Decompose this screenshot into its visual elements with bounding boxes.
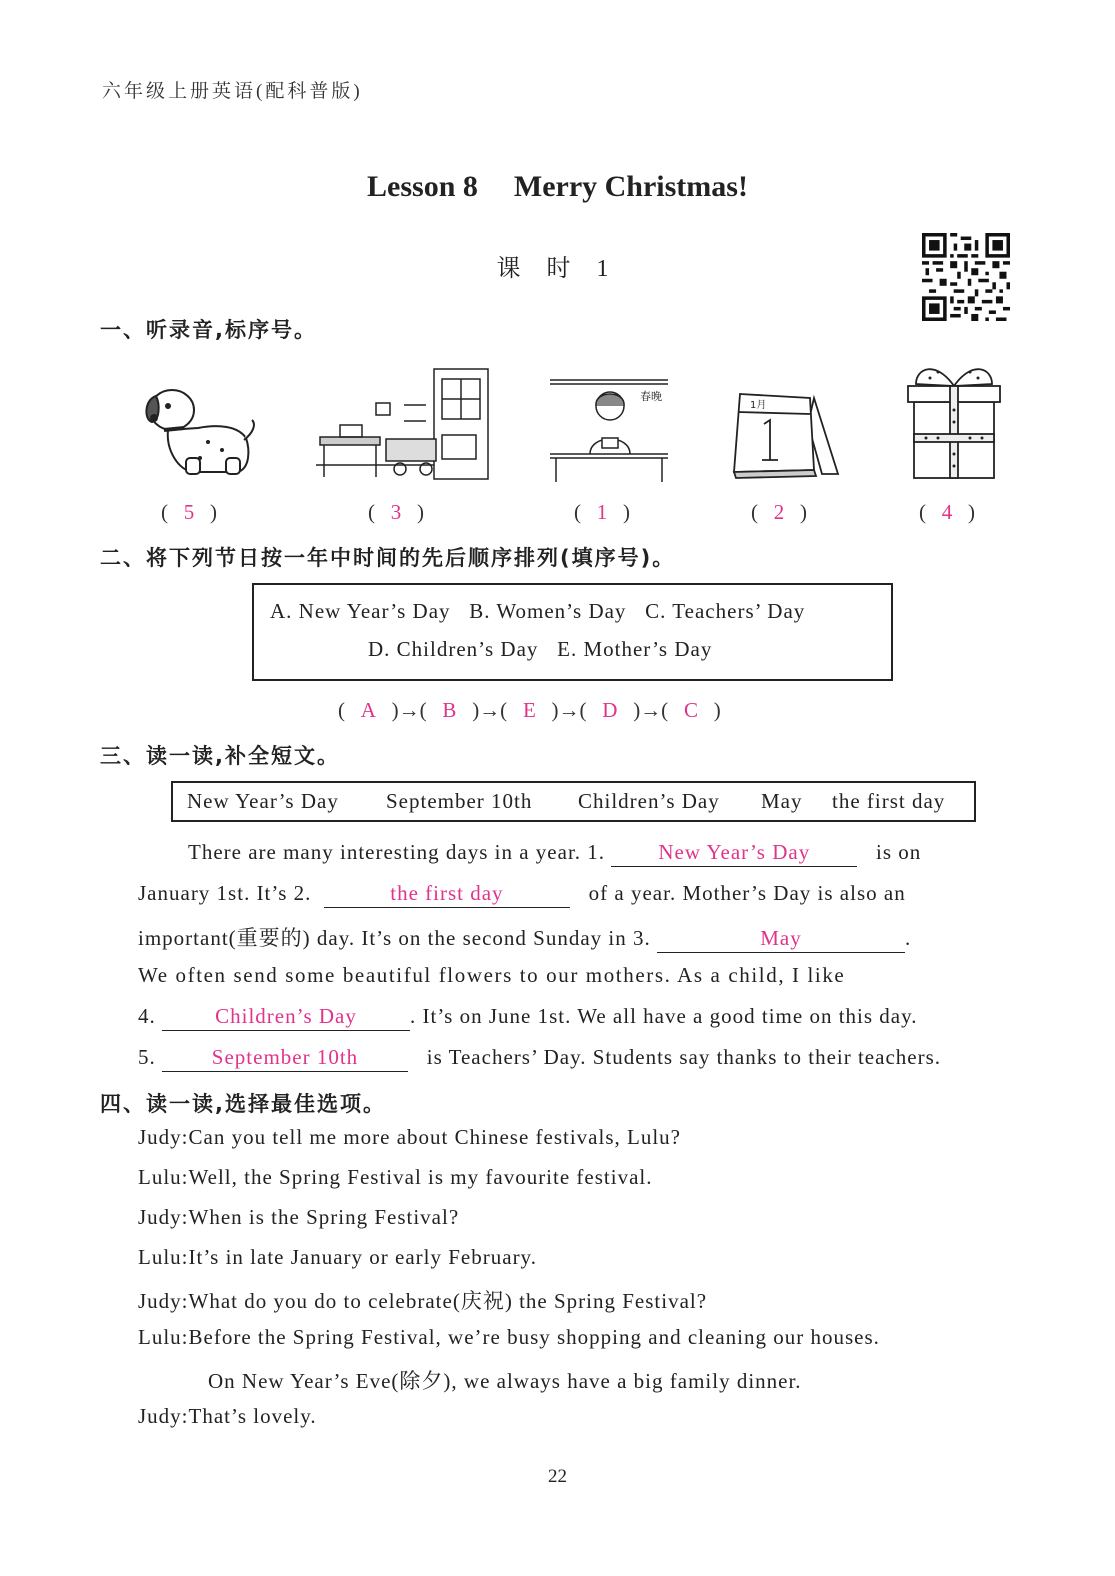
answer-slot-5[interactable]: ( 4 ) <box>919 500 975 524</box>
blank-3[interactable]: May <box>657 926 905 953</box>
festival-options-box <box>252 583 893 681</box>
options-line-2: D. Children’s Day E. Mother’s Day <box>368 637 713 661</box>
passage-line-4: We often send some beautiful flowers to our mothers. As a child, I like <box>138 963 846 987</box>
answer-slot-4[interactable]: ( 2 ) <box>751 500 807 524</box>
section4-heading: 四、读一读,选择最佳选项。 <box>100 1092 386 1116</box>
passage-line-5: 4. Children’s Day . It’s on June 1st. We all have a good time on this day. <box>138 1004 918 1031</box>
tv-sign-text: 春晚 <box>640 390 662 403</box>
dialogue-line: Judy:That’s lovely. <box>138 1404 317 1428</box>
blank-4[interactable]: Children’s Day <box>162 1004 410 1031</box>
word-bank-item: the first day <box>832 789 946 813</box>
word-bank-item: New Year’s Day <box>187 789 339 813</box>
blank-5[interactable]: September 10th <box>162 1045 408 1072</box>
word-bank-item: Children’s Day <box>578 789 720 813</box>
dialogue-line: On New Year’s Eve(除夕), we always have a big family dinner. <box>208 1369 802 1393</box>
dialogue-line: Judy:Can you tell me more about Chinese festivals, Lulu? <box>138 1125 681 1149</box>
word-bank-item: May <box>761 789 803 813</box>
qr-code-icon[interactable] <box>922 233 1010 321</box>
lesson-number: Lesson 8 <box>367 170 478 203</box>
passage-line-1: There are many interesting days in a year. 1. New Year’s Day is on <box>188 840 921 867</box>
lesson-title <box>0 170 1115 204</box>
blank-2[interactable]: the first day <box>324 881 570 908</box>
tv-host-picture <box>550 376 670 484</box>
lesson-period: 课 时 1 <box>496 256 619 282</box>
dialogue-line: Lulu:Well, the Spring Festival is my favourite festival. <box>138 1165 653 1189</box>
section3-heading: 三、读一读,补全短文。 <box>100 744 340 768</box>
book-title: 六年级上册英语(配科普版) <box>102 81 363 102</box>
passage-line-6: 5. September 10th is Teachers’ Day. Students say thanks to their teachers. <box>138 1045 941 1072</box>
options-line-1: A. New Year’s Day B. Women’s Day C. Teachers’ Day <box>270 599 806 623</box>
answer-slot-1[interactable]: ( 5 ) <box>161 500 217 524</box>
word-bank-item: September 10th <box>386 789 533 813</box>
gift-box-picture <box>906 350 1002 480</box>
page-number: 22 <box>548 1466 567 1487</box>
passage-line-2: January 1st. It’s 2. the first day of a year. Mother’s Day is also an <box>138 881 906 908</box>
dialogue-line: Judy:When is the Spring Festival? <box>138 1205 460 1229</box>
answer-slot-2[interactable]: ( 3 ) <box>368 500 424 524</box>
section1-heading: 一、听录音,标序号。 <box>100 318 317 342</box>
blank-1[interactable]: New Year’s Day <box>611 840 857 867</box>
word-bank-box <box>171 781 976 822</box>
dog-picture <box>138 380 256 480</box>
answer-slot-3[interactable]: ( 1 ) <box>574 500 630 524</box>
passage-line-3: important(重要的) day. It’s on the second Sunday in 3. May . <box>138 922 911 953</box>
lesson-name: Merry Christmas! <box>513 170 748 203</box>
order-sequence[interactable]: ( A )→( B )→( E )→( D )→( C ) <box>338 698 721 722</box>
dialogue-line: Lulu:Before the Spring Festival, we’re busy shopping and cleaning our houses. <box>138 1325 880 1349</box>
dialogue-line: Lulu:It’s in late January or early February. <box>138 1245 537 1269</box>
calendar-picture <box>730 384 842 480</box>
calendar-label: 1月 <box>750 400 767 411</box>
section2-heading: 二、将下列节日按一年中时间的先后顺序排列(填序号)。 <box>100 546 676 570</box>
room-picture <box>316 365 492 483</box>
dialogue-line: Judy:What do you do to celebrate(庆祝) the Spring Festival? <box>138 1289 708 1313</box>
